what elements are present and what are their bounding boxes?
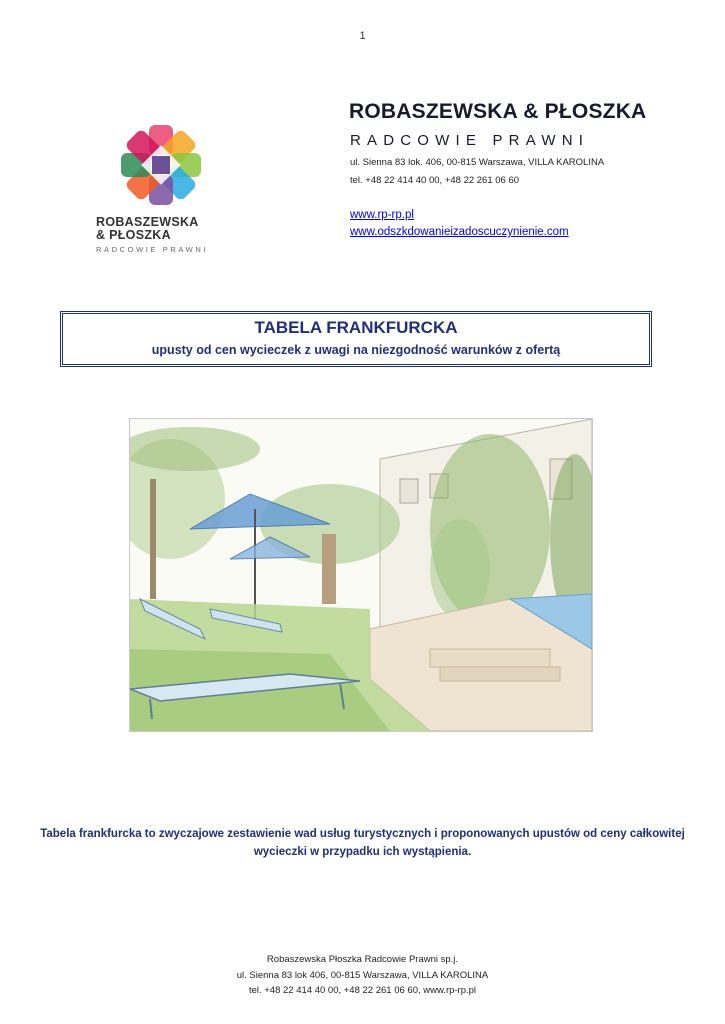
logo-subtitle: RADCOWIE PRAWNI	[96, 245, 209, 254]
document-title-box	[60, 311, 652, 367]
logo-name-line2: & PŁOSZKA	[96, 228, 171, 242]
pool-garden-photo	[129, 418, 593, 732]
website-link[interactable]: www.rp-rp.pl	[350, 209, 414, 221]
compensation-website-link[interactable]: www.odszkdowanieizadoscuczynienie.com	[350, 226, 569, 238]
firm-address: ul. Sienna 83 lok. 406, 00-815 Warszawa, VILLA KAROLINA	[350, 157, 605, 168]
company-logo	[96, 122, 236, 254]
document-subtitle: upusty od cen wycieczek z uwagi na niezgodność warunków z ofertą	[151, 343, 561, 357]
firm-subtitle: RADCOWIE PRAWNI	[350, 132, 590, 149]
document-title: TABELA FRANKFURCKA	[254, 318, 458, 337]
document-description: Tabela frankfurcka to zwyczajowe zestawienie wad usług turystycznych i proponowanych upustów od ceny całkowitej wycieczki w przypadku ich wystąpienia.	[40, 828, 685, 858]
footer-contact: tel. +48 22 414 40 00, +48 22 261 06 60, www.rp-rp.pl	[248, 985, 477, 996]
logo-name-line1: ROBASZEWSKA	[96, 215, 199, 229]
logo-mark-icon	[118, 122, 204, 208]
firm-title: ROBASZEWSKA & PŁOSZKA	[349, 100, 647, 123]
footer-company: Robaszewska Płoszka Radcowie Prawni sp.j.	[266, 954, 459, 965]
page-footer	[0, 952, 725, 999]
firm-phone: tel. +48 22 414 40 00, +48 22 261 06 60	[350, 175, 520, 186]
page-number: 1	[359, 30, 366, 42]
footer-address: ul. Sienna 83 lok 406, 00-815 Warszawa, VILLA KAROLINA	[236, 969, 489, 981]
